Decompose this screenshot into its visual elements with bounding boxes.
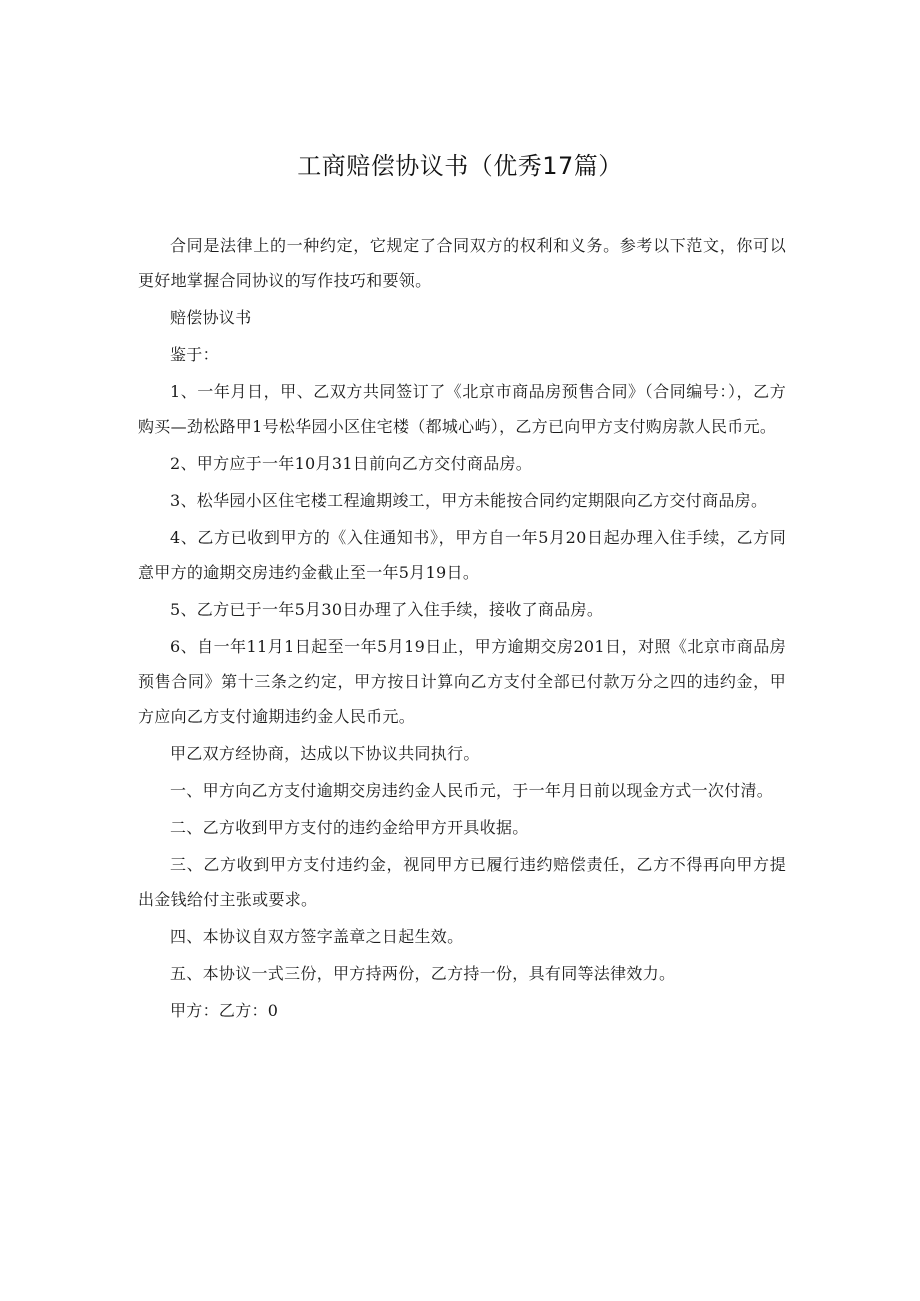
whereas-label: 鉴于： xyxy=(170,345,219,364)
term-5: 五、本协议一式三份，甲方持两份，乙方持一份，具有同等法律效力。 xyxy=(170,964,676,983)
clause-5: 5、乙方已于一年5月30日办理了入住手续，接收了商品房。 xyxy=(170,600,604,619)
section-heading: 赔偿协议书 xyxy=(170,308,252,327)
document-title: 工商赔偿协议书（优秀17篇） xyxy=(297,152,623,180)
term-4: 四、本协议自双方签字盖章之日起生效。 xyxy=(170,927,464,946)
document-body xyxy=(138,228,786,1030)
term-1: 一、甲方向乙方支付逾期交房违约金人民币元，于一年月日前以现金方式一次付清。 xyxy=(170,781,774,800)
clause-1: 1、一年月日，甲、乙双方共同签订了《北京市商品房预售合同》（合同编号：），乙方购买—劲松路甲1号松华园小区住宅楼（都城心屿），乙方已向甲方支付购房款人民币元。 xyxy=(138,382,786,436)
term-3: 三、乙方收到甲方支付违约金，视同甲方已履行违约赔偿责任，乙方不得再向甲方提出金钱给付主张或要求。 xyxy=(138,855,786,909)
clause-6: 6、自一年11月1日起至一年5月19日止，甲方逾期交房201日，对照《北京市商品房预售合同》第十三条之约定，甲方按日计算向乙方支付全部已付款万分之四的违约金，甲方应向乙方支付逾期违约金人民币元。 xyxy=(138,637,786,726)
clause-4: 4、乙方已收到甲方的《入住通知书》，甲方自一年5月20日起办理入住手续，乙方同意甲方的逾期交房违约金截止至一年5月19日。 xyxy=(138,528,786,582)
clause-3: 3、松华园小区住宅楼工程逾期竣工，甲方未能按合同约定期限向乙方交付商品房。 xyxy=(170,491,768,510)
signature-line: 甲方：乙方：0 xyxy=(170,1001,279,1020)
agreement-statement: 甲乙双方经协商，达成以下协议共同执行。 xyxy=(170,744,480,763)
term-2: 二、乙方收到甲方支付的违约金给甲方开具收据。 xyxy=(170,818,529,837)
intro-paragraph: 合同是法律上的一种约定，它规定了合同双方的权利和义务。参考以下范文，你可以更好地掌握合同协议的写作技巧和要领。 xyxy=(138,236,786,290)
clause-2: 2、甲方应于一年10月31日前向乙方交付商品房。 xyxy=(170,454,533,473)
